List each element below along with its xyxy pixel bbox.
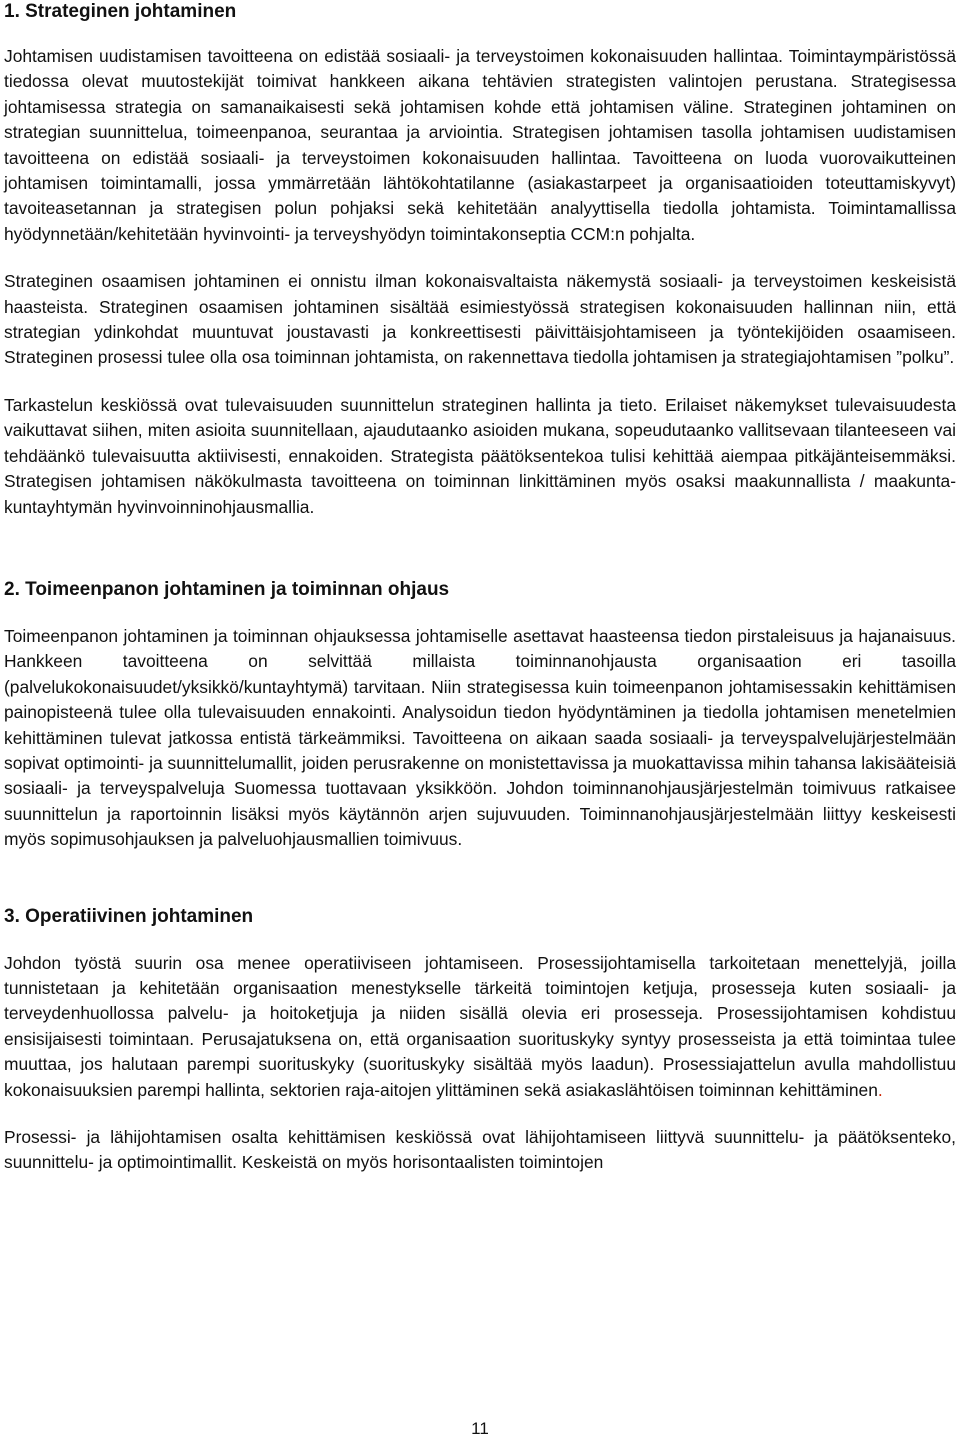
section-heading-strategic-leadership: 1. Strateginen johtaminen [4, 1, 237, 22]
section-heading-operative-leadership: 3. Operatiivinen johtaminen [4, 905, 254, 927]
paragraph-strategic-1: Johtamisen uudistamisen tavoitteena on edistää sosiaali- ja terveystoimen kokonaisuuden hallintaa. Toimintaympäristössä tiedossa olevat muutostekijät toimivat hankkeen aikana tehtävien strategisten valintojen perustana. Strategisessa johtamisessa strategia on samanaikaisesti sekä johtamisen kohde että johtamisen väline. Strateginen johtaminen on strategian suunnittelua, toimeenpanoa, seurantaa ja arviointia. Strategisen johtamisen tasolla johtamisen uudistamisen tavoitteena on edistää sosiaali- ja terveystoimen kokonaisuuden hallintaa. Tavoitteena on luoda vuorovaikutteinen johtamisen toimintamalli, jossa ymmärretään lähtökohtatilanne (asiakastarpeet ja organisaatioiden toteuttamiskyvyt) tavoiteasetannan ja strategisen polun pohjaksi sekä kehitetään analyyttisella tiedolla johtamista. Toimintamallissa hyödynnetään/kehitetään hyvinvointi- ja terveyshyödyn toimintakonseptia CCM:n pohjalta. [4, 46, 956, 244]
paragraph-strategic-2: Strateginen osaamisen johtaminen ei onnistu ilman kokonaisvaltaista näkemystä sosiaali- ja terveystoimen keskeisistä haasteista. Strateginen osaamisen johtaminen sisältää esimiestyössä strategisen kokonaisuuden hallinnan niin, että strategian ydinkohdat muuntuvat joustavasti ja konkreettisesti päivittäisjohtamiseen ja työntekijöiden osaamiseen. Strateginen prosessi tulee olla osa toiminnan johtamista, on rakennettava tiedolla johtamisen ja strategiajohtamisen ”polku”. [4, 271, 956, 368]
paragraph-strategic-3: Tarkastelun keskiössä ovat tulevaisuuden suunnittelun strateginen hallinta ja tieto. Erilaiset näkemykset tulevaisuudesta vaikuttavat siihen, miten asioita suunnitellaan, ajaudutaanko asioiden mukana, sopeudutaanko vallitsevaan tilanteeseen vai tehdäänkö tulevaisuutta aktiivisesti, ennakoiden. Strategista päätöksentekoa tulisi kehittää aiempaa pitkäjänteisemmäksi. Strategisen johtamisen näkökulmasta tavoitteena on toiminnan linkittäminen myös osaksi maakunnallista / maakunta-kuntayhtymän hyvinvoinninohjausmallia. [4, 394, 956, 517]
page-content [4, 0, 956, 1176]
section-heading-implementation-leadership: 2. Toimeenpanon johtaminen ja toiminnan ohjaus [4, 578, 450, 600]
paragraph-operative-2: Prosessi- ja lähijohtamisen osalta kehittämisen keskiössä ovat lähijohtamiseen liittyvä suunnittelu- ja päätöksenteko, suunnittelu- ja optimointimallit. Keskeistä on myös horisontaalisten toimintojen [4, 1127, 956, 1173]
red-period-mark: . [877, 1079, 883, 1100]
paragraph-operative-1 [4, 951, 956, 1103]
paragraph-implementation-1: Toimeenpanon johtaminen ja toiminnan ohjauksessa johtamiselle asettavat haasteensa tiedon pirstaleisuus ja hajanaisuus. Hankkeen tavoitteena on selvittää millaista toiminnanohjausta organisaation eri tasoilla (palvelukokonaisuudet/yksikkö/kuntayhtymä) tarvitaan. Niin strategisessa kuin toimeenpanon johtamisessakin kehittämisen painopisteenä tulee olla tulevaisuuden ennakointi. Analysoidun tiedon hyödyntäminen ja tiedolla johtamisen menetelmien kehittäminen tulevat jatkossa entistä tärkeämmiksi. Tavoitteena on aikaan saada sosiaali- ja terveyspalvelujärjestelmään sopivat optimointi- ja suunnittelumallit, joiden perusrakenne on monistettavissa ja muokattavissa mihin tahansa lakisääteisiä sosiaali- ja terveyspalveluja Suomessa tuottavaan yksikköön. Johdon toiminnanohjausjärjestelmän toimivuus ratkaisee suunnittelun ja raportoinnin lisäksi myös käytännön arjen sujuvuuden. Toiminnanohjausjärjestelmään liittyy keskeisesti myös sopimusohjauksen ja palveluohjausmallien toimivuus. [4, 625, 956, 850]
paragraph-operative-1-text: Johdon työstä suurin osa menee operatiiviseen johtamiseen. Prosessijohtamisella tarkoitetaan menettelyjä, joilla tunnistetaan ja kehitetään organisaation menestykselle tärkeitä toimintojen ketjuja, prosesseja kuten sosiaali- ja terveydenhuollossa palvelu- ja hoitoketjuja ja niiden sisällä olevia eri prosesseja. Prosessijohtamisen kohdistuu ensisijaisesti toimintaan. Perusajatuksena on, että organisaation suorituskyky syntyy prosesseista ja että toimintaa tulee muuttaa, jos halutaan parempi suorituskyky (suorituskyky sisältää myös laadun). Prosessiajattelun avulla mahdollistuu kokonaisuuksien parempi hallinta, sektorien raja-aitojen ylittäminen sekä asiakaslähtöisen toiminnan kehittäminen [4, 952, 956, 1100]
page-number: 11 [471, 1419, 489, 1438]
